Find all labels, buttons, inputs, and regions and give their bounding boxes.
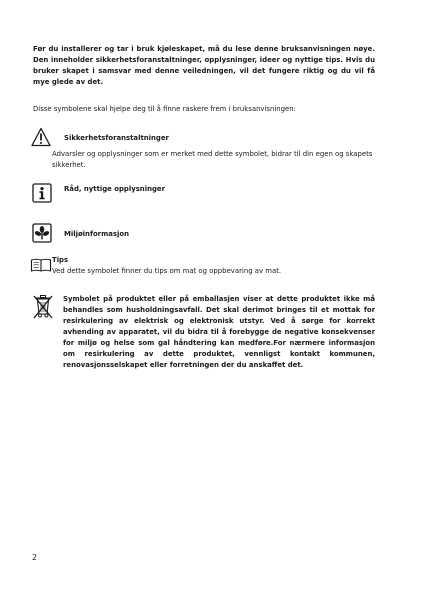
safety-body: Advarsler og opplysninger som er merket med dette symbolet, bidrar til din egen og skapets sikkerhet. <box>52 150 373 169</box>
page-number: 2 <box>32 553 38 562</box>
crossed-bin-icon <box>32 294 54 320</box>
advice-title: Råd, nyttige opplysninger <box>64 185 165 193</box>
symbols-lead: Disse symbolene skal hjelpe deg til å finne raskere frem i bruksanvisningen: <box>33 105 296 113</box>
disposal-body: Symbolet på produktet eller på emballasjen viser at dette produktet ikke må behandles som husholdningsavfall. Det skal derimot bringes til et mottak for resirkulering av elektrisk og elektronisk utstyr. Ved å sørge for korrekt avhending av apparatet, vil du bidra til å forebygge de negative konsekvenser for miljø og helse som gal håndtering kan medføre.For nærmere informasjon om resirkulering av dette produktet, vennligst kontakt kommunen, renovasjonsselskapet eller forretningen der du anskaffet det. <box>63 295 375 369</box>
warning-triangle-icon <box>31 127 51 147</box>
environment-title: Miljøinformasjon <box>64 230 130 238</box>
leaf-icon <box>32 223 52 243</box>
tips-body: Ved dette symbolet finner du tips om mat og oppbevaring av mat. <box>52 267 282 275</box>
intro-paragraph: Før du installerer og tar i bruk kjøleskapet, må du lese denne bruksanvisningen nøye. Den inneholder sikkerhetsforanstaltninger, opplysninger, ideer og nyttige tips. Hvis du bruker skapet i samsvar med denne veiledningen, vil det fungere riktig og du vil få mye glede av det. <box>33 45 375 86</box>
tips-title: Tips <box>52 256 69 264</box>
book-icon <box>30 258 52 272</box>
safety-title: Sikkerhetsforanstaltninger <box>64 134 169 142</box>
info-icon <box>32 183 52 203</box>
